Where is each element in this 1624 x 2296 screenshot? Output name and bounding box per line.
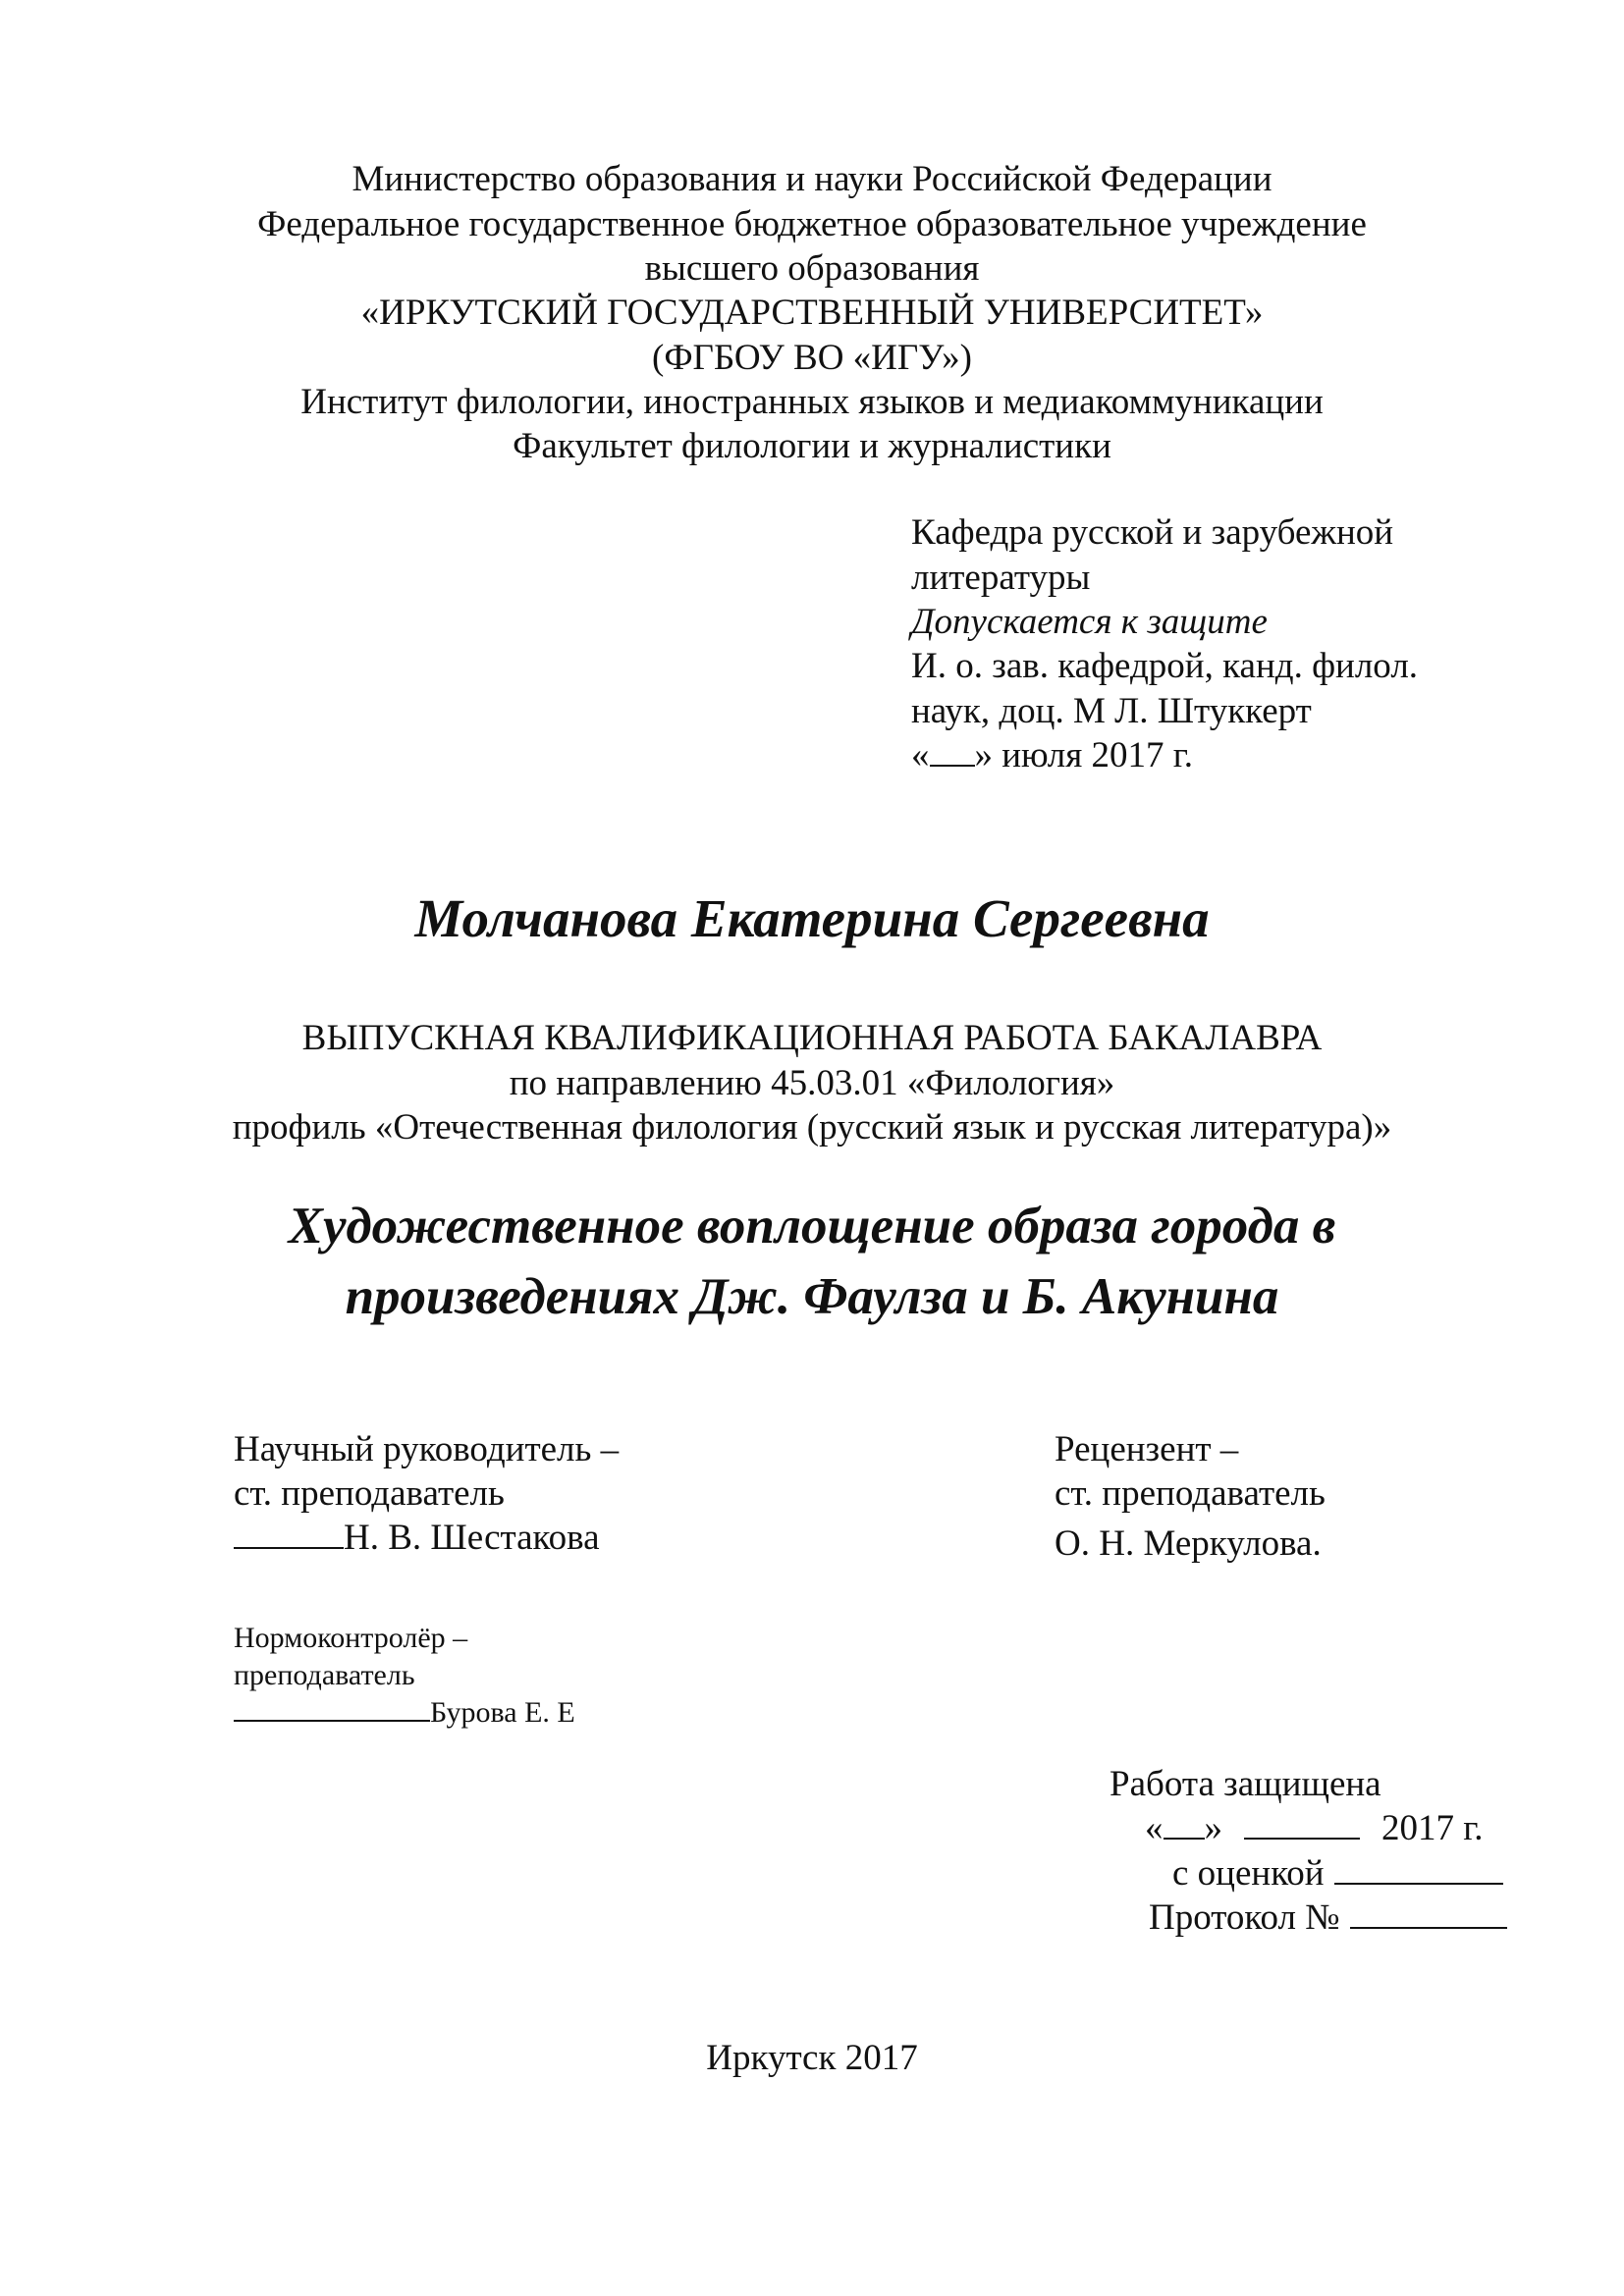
normcontrol-name: Бурова Е. Е	[430, 1696, 575, 1729]
head-line-2: наук, доц. М Л. Штуккерт	[911, 691, 1312, 731]
defense-year: 2017 г.	[1381, 1808, 1484, 1848]
defense-grade	[1172, 1851, 1503, 1896]
ministry-line: Министерство образования и науки Российской Федерации	[352, 159, 1272, 199]
approval-date	[911, 733, 1193, 777]
defense-date-close: »	[1204, 1808, 1222, 1848]
thesis-title-line-1: Художественное воплощение образа города в	[288, 1198, 1336, 1255]
normcontrol-position: преподаватель	[234, 1659, 415, 1691]
author-name: Молчанова Екатерина Сергеевна	[414, 888, 1210, 948]
work-type: ВЫПУСКНАЯ КВАЛИФИКАЦИОННАЯ РАБОТА БАКАЛАВРА	[301, 1018, 1323, 1058]
defense-protocol-blank	[1350, 1897, 1507, 1929]
supervisor-name: Н. В. Шестакова	[344, 1518, 600, 1558]
supervisor-role: Научный руководитель –	[234, 1429, 620, 1469]
reviewer-position: ст. преподаватель	[1055, 1473, 1326, 1514]
work-profile: профиль «Отечественная филология (русский язык и русская литература)»	[232, 1107, 1392, 1148]
approval-date-open: «	[911, 735, 930, 775]
normcontrol-signature	[234, 1694, 575, 1732]
defense-date	[1145, 1806, 1484, 1850]
defense-grade-blank	[1334, 1853, 1503, 1885]
thesis-title-line-2: произведениях Дж. Фаулза и Б. Акунина	[345, 1268, 1279, 1325]
education-level-line: высшего образования	[644, 248, 980, 289]
defense-grade-label: с оценкой	[1172, 1853, 1325, 1894]
defense-protocol	[1149, 1896, 1507, 1940]
defense-month-blank	[1244, 1808, 1360, 1840]
institute-line: Институт филологии, иностранных языков и медиакоммуникации	[300, 382, 1324, 422]
defense-heading: Работа защищена	[1110, 1764, 1381, 1804]
supervisor-position: ст. преподаватель	[234, 1473, 505, 1514]
admitted-label: Допускается к защите	[911, 602, 1268, 642]
defense-day-blank	[1164, 1808, 1205, 1840]
institution-type-line: Федеральное государственное бюджетное образовательное учреждение	[257, 204, 1367, 244]
approval-day-blank	[930, 735, 975, 767]
faculty-line: Факультет филологии и журналистики	[513, 426, 1111, 466]
university-name-line: «ИРКУТСКИЙ ГОСУДАРСТВЕННЫЙ УНИВЕРСИТЕТ»	[360, 293, 1264, 333]
normcontrol-signature-blank	[234, 1694, 430, 1722]
city-year: Иркутск 2017	[706, 2038, 918, 2078]
approval-date-rest: » июля 2017 г.	[974, 735, 1194, 775]
defense-protocol-label: Протокол №	[1149, 1897, 1340, 1938]
reviewer-role: Рецензент –	[1055, 1429, 1239, 1469]
defense-date-open: «	[1145, 1808, 1164, 1848]
department-line-1: Кафедра русской и зарубежной	[911, 512, 1394, 553]
reviewer-name: О. Н. Меркулова.	[1055, 1523, 1322, 1564]
head-line-1: И. о. зав. кафедрой, канд. филол.	[911, 646, 1419, 686]
supervisor-signature	[234, 1516, 600, 1560]
department-line-2: литературы	[911, 558, 1091, 598]
normcontrol-role: Нормоконтролёр –	[234, 1622, 468, 1654]
work-direction: по направлению 45.03.01 «Филология»	[509, 1063, 1115, 1103]
supervisor-signature-blank	[234, 1518, 344, 1549]
university-abbr-line: (ФГБОУ ВО «ИГУ»)	[652, 338, 972, 378]
